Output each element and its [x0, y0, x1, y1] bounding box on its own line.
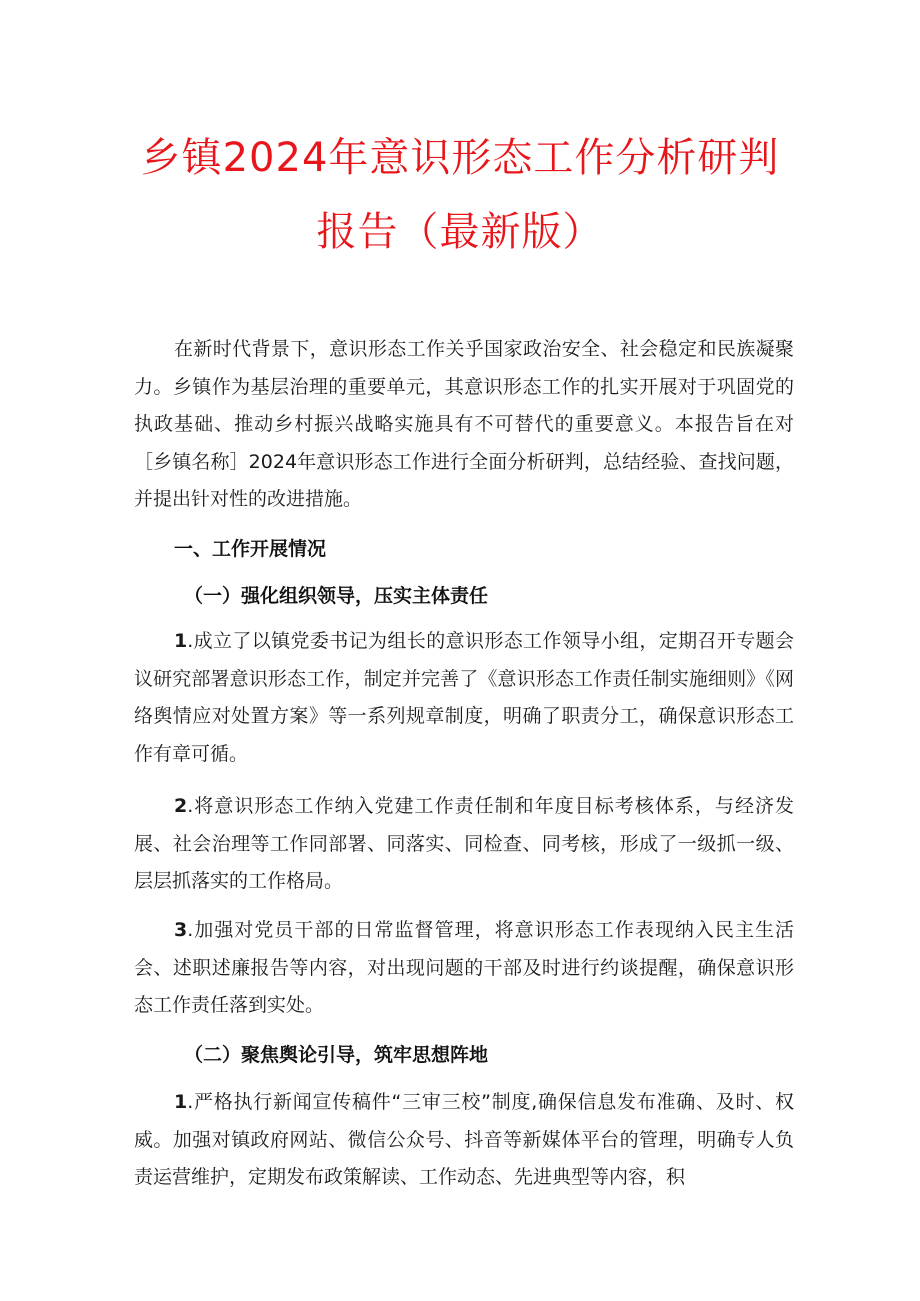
- subsection-heading-public-opinion: （二）聚焦舆论引导，筑牢思想阵地: [184, 1044, 489, 1066]
- list-item: [134, 912, 794, 1025]
- list-item: [134, 623, 794, 773]
- intro-paragraph: 在新时代背景下，意识形态工作关乎国家政治安全、社会稳定和民族凝聚力。乡镇作为基层治理的重要单元，其意识形态工作的扎实开展对于巩固党的执政基础、推动乡村振兴战略实施具有不可替代的重要意义。本报告旨在对［乡镇名称］2024年意识形态工作进行全面分析研判，总结经验、查找问题，并提出针对性的改进措施。: [134, 338, 794, 510]
- section-heading-work-status: 一、工作开展情况: [174, 538, 327, 560]
- item-number: 3: [174, 919, 188, 941]
- item-text: .将意识形态工作纳入党建工作责任制和年度目标考核体系，与经济发展、社会治理等工作同部署、同落实、同检查、同考核，形成了一级抓一级、层层抓落实的工作格局。: [134, 795, 794, 892]
- item-number: 1: [174, 630, 188, 652]
- list-item: [134, 1084, 794, 1197]
- item-text: .加强对党员干部的日常监督管理，将意识形态工作表现纳入民主生活会、述职述廉报告等内容，对出现问题的干部及时进行约谈提醒，确保意识形态工作责任落到实处。: [134, 919, 794, 1016]
- document-title-line-1: 乡镇2024年意识形态工作分析研判: [140, 135, 780, 181]
- list-item: [134, 788, 794, 901]
- subsection-heading-organization: （一）强化组织领导，压实主体责任: [184, 585, 489, 607]
- item-number: 2: [174, 795, 188, 817]
- document-title-line-2: 报告（最新版）: [316, 209, 604, 255]
- item-text: .成立了以镇党委书记为组长的意识形态工作领导小组，定期召开专题会议研究部署意识形态工作，制定并完善了《意识形态工作责任制实施细则》《网络舆情应对处置方案》等一系列规章制度，明确了职责分工，确保意识形态工作有章可循。: [134, 630, 794, 765]
- item-number: 1: [174, 1091, 188, 1113]
- item-text: .严格执行新闻宣传稿件“三审三校”制度,确保信息发布准确、及时、权威。加强对镇政府网站、微信公众号、抖音等新媒体平台的管理，明确专人负责运营维护，定期发布政策解读、工作动态、先进典型等内容，积: [134, 1091, 794, 1188]
